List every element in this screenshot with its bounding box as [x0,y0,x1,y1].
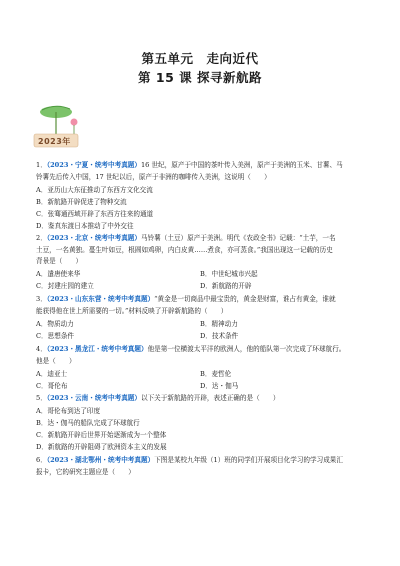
question-stem: 下图是某校九年级（1）班的同学们开展项目化学习的学习成果汇 [154,456,343,464]
question-source: （2023・山东东营・统考中考真题） [46,295,155,303]
option-c: C．新航路开辟后世界开始逐渐成为一个整体 [36,431,167,439]
question-1 [36,160,366,183]
option-d: D．新航路的开辟 [200,282,252,290]
option-a: A．哥伦布到达了印度 [36,407,101,415]
option-a: A．亚历山大东征推动了东西方文化交流 [36,186,153,194]
option-b: B．新航路开辟促进了物种交流 [36,198,127,206]
question-number: 6． [36,456,47,464]
option-b: B．达・伽马的船队完成了环球航行 [36,419,140,427]
question-stem: 以下关于新航路的开辟，表述正确的是（ ） [140,394,280,402]
option-c: C．张骞通西域开辟了东西方往来的通道 [36,210,154,218]
question-number: 1． [36,161,47,169]
question-stem-cont: 土豆，一名黄独。蔓生叶如豆，根圆如鸡卵，内白皮黄……煮食，亦可蒸食。”我国出现这一记载的历史 [36,245,333,254]
question-stem: 16 世纪，原产于中国的茶叶传入美洲，原产于美洲的玉米、甘薯、马 [140,161,343,169]
question-source: （2023・湖北鄂州・统考中考真题） [46,456,155,464]
year-badge-label: 2023年 [38,137,71,146]
unit-title: 第五单元 走向近代 [141,51,259,66]
lesson-title: 第 15 课 探寻新航路 [138,70,262,85]
option-b: B．麦哲伦 [200,370,232,378]
question-number: 5． [36,394,47,402]
option-d: D．达・伽马 [200,382,239,390]
option-b: B．中世纪城市兴起 [200,270,258,278]
question-6 [36,455,366,478]
question-source: （2023・北京・统考中考真题） [46,234,141,242]
question-stem-cont: 背景是（ ） [36,257,83,266]
question-stem: 马铃薯（土豆）原产于美洲。明代《农政全书》记载：“土芋，一名 [140,234,336,242]
option-a: A．迪亚士 [36,370,68,378]
question-number: 4． [36,345,47,353]
question-4 [36,344,366,367]
question-source: （2023・宁夏・统考中考真题） [46,161,141,169]
option-a: A．物质动力 [36,320,74,328]
question-stem-cont: 铃薯先后传入中国，17 世纪以后，原产于非洲的咖啡传入美洲，这说明（ ） [36,172,271,181]
question-source: （2023・黑龙江・统考中考真题） [46,345,148,353]
question-number: 2． [36,234,47,242]
option-d: D．技术条件 [200,332,239,340]
option-c: C．思想条件 [36,332,75,340]
option-c: C．封建庄园的建立 [36,282,94,290]
question-stem-cont: 能获得他在世上所需要的一切。”材料反映了开辟新航路的（ ） [36,306,228,315]
option-a: A．遣唐使来华 [36,270,81,278]
question-stem: “黄金是一切商品中最宝贵的，黄金是财富，谁占有黄金，谁就 [154,295,336,303]
question-number: 3． [36,295,47,303]
option-d: D．新航路的开辟阻碍了欧洲资本主义的发展 [36,443,167,451]
question-5 [36,393,366,405]
question-2 [36,233,366,268]
option-d: D．鉴真东渡日本推动了中外交往 [36,222,134,230]
question-stem: 他是第一位横渡太平洋的欧洲人，他的船队第一次完成了环球航行。 [147,345,346,353]
option-c: C．哥伦布 [36,382,68,390]
question-stem-cont: 他是（ ） [36,356,76,365]
question-source: （2023・云南・统考中考真题） [46,394,141,402]
question-3 [36,294,366,317]
question-stem-cont: 报卡，它的研究主题应是（ ） [36,467,135,476]
option-b: B．精神动力 [200,320,238,328]
